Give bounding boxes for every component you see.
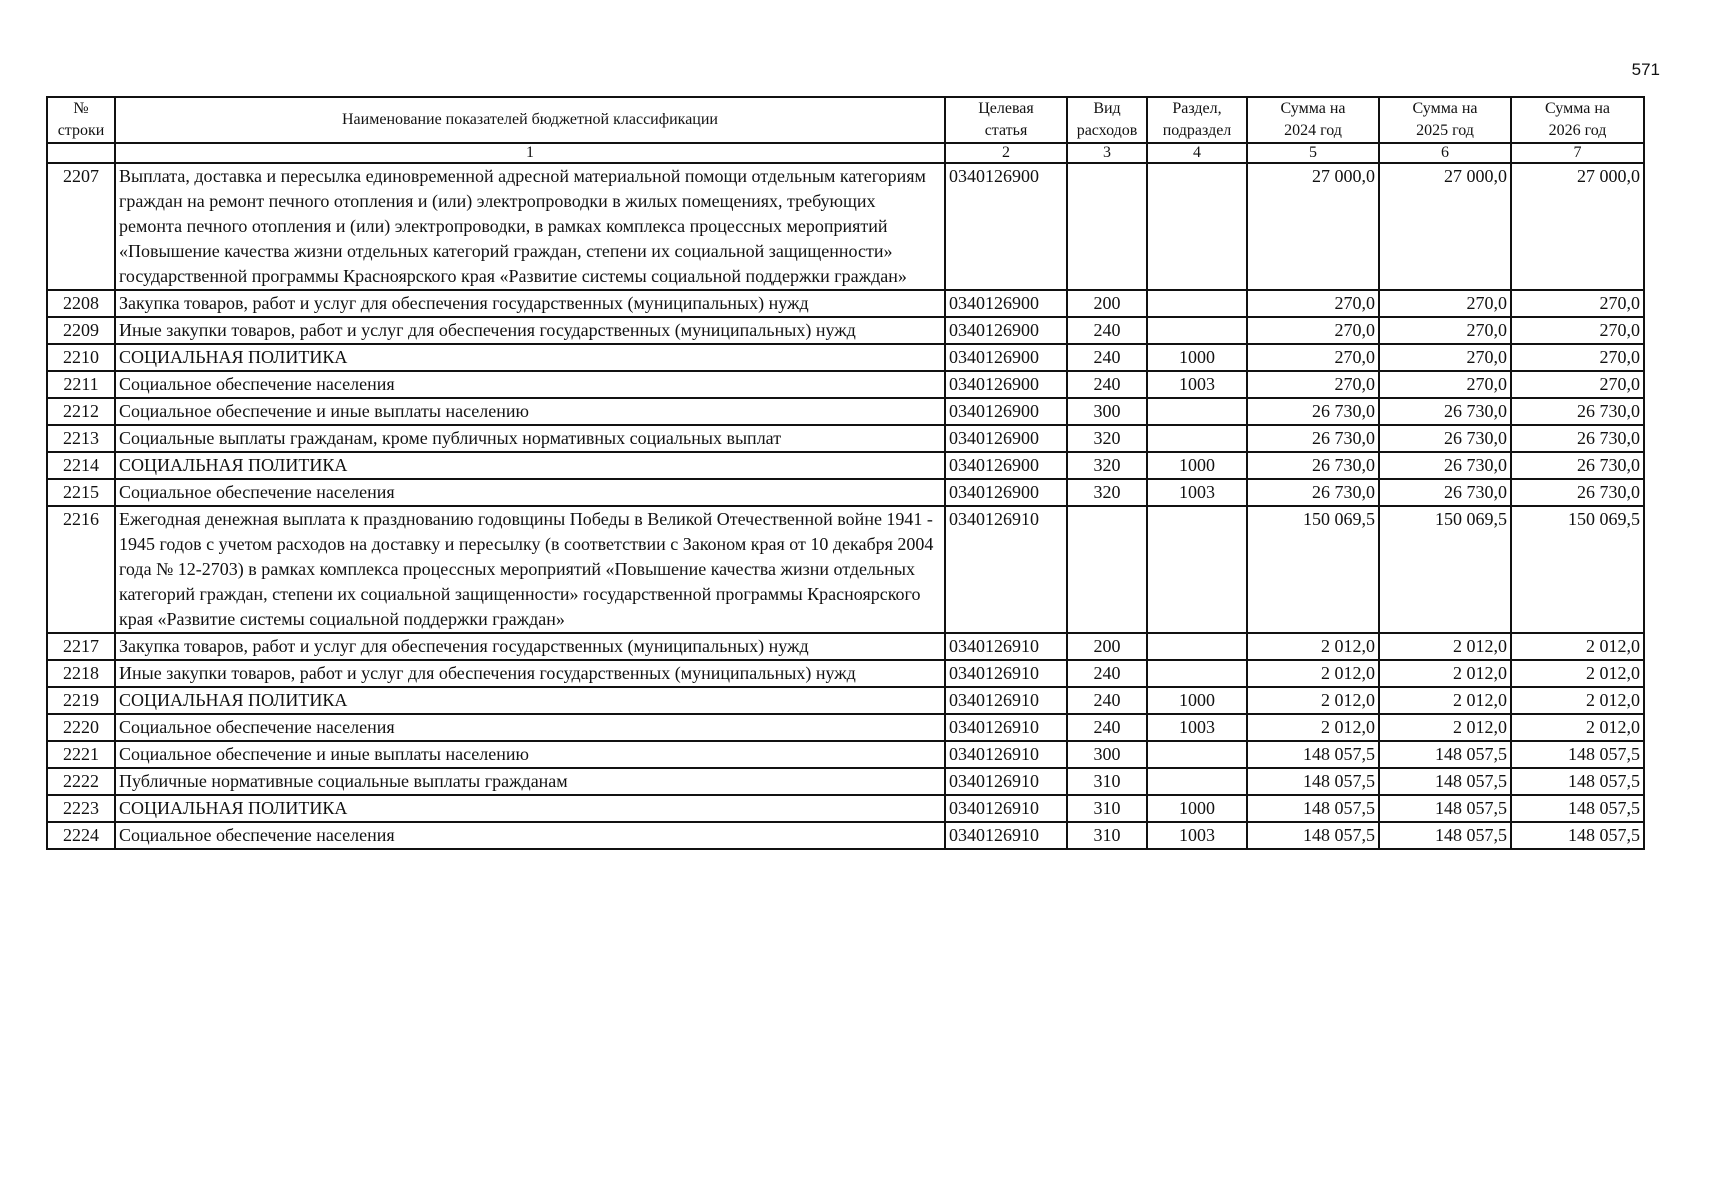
section-cell: 1000 <box>1147 795 1247 822</box>
target-article-cell: 0340126900 <box>945 344 1067 371</box>
expense-kind-cell: 240 <box>1067 714 1147 741</box>
amount-2025-cell: 2 012,0 <box>1379 660 1511 687</box>
section-cell: 1003 <box>1147 822 1247 849</box>
amount-2025-cell: 270,0 <box>1379 344 1511 371</box>
section-cell <box>1147 425 1247 452</box>
row-number-cell: 2220 <box>47 714 115 741</box>
name-cell: Социальное обеспечение населения <box>115 822 945 849</box>
header-sum-2026: Сумма на 2026 год <box>1511 97 1644 143</box>
header-sum-2025: Сумма на 2025 год <box>1379 97 1511 143</box>
row-number-cell: 2218 <box>47 660 115 687</box>
expense-kind-cell: 320 <box>1067 452 1147 479</box>
expense-kind-cell: 240 <box>1067 687 1147 714</box>
section-cell: 1000 <box>1147 344 1247 371</box>
section-cell <box>1147 317 1247 344</box>
section-cell <box>1147 163 1247 290</box>
target-article-cell: 0340126910 <box>945 768 1067 795</box>
expense-kind-cell: 240 <box>1067 660 1147 687</box>
section-cell <box>1147 660 1247 687</box>
amount-2024-cell: 2 012,0 <box>1247 714 1379 741</box>
amount-2024-cell: 270,0 <box>1247 371 1379 398</box>
table-row <box>47 660 1644 687</box>
target-article-cell: 0340126910 <box>945 714 1067 741</box>
table-row <box>47 398 1644 425</box>
section-cell: 1000 <box>1147 452 1247 479</box>
header-name: Наименование показателей бюджетной классификации <box>115 97 945 143</box>
section-cell <box>1147 633 1247 660</box>
name-cell: СОЦИАЛЬНАЯ ПОЛИТИКА <box>115 795 945 822</box>
row-number-cell: 2219 <box>47 687 115 714</box>
table-row <box>47 714 1644 741</box>
column-number: 1 <box>115 143 945 163</box>
column-number: 5 <box>1247 143 1379 163</box>
section-cell <box>1147 768 1247 795</box>
target-article-cell: 0340126900 <box>945 317 1067 344</box>
page-number: 571 <box>1631 60 1660 79</box>
row-number-cell: 2222 <box>47 768 115 795</box>
header-target: Целевая статья <box>945 97 1067 143</box>
table-row <box>47 317 1644 344</box>
row-number-cell: 2217 <box>47 633 115 660</box>
column-number: 6 <box>1379 143 1511 163</box>
row-number-cell: 2209 <box>47 317 115 344</box>
section-cell: 1003 <box>1147 714 1247 741</box>
amount-2024-cell: 2 012,0 <box>1247 687 1379 714</box>
amount-2024-cell: 270,0 <box>1247 344 1379 371</box>
column-number: 7 <box>1511 143 1644 163</box>
table-row <box>47 452 1644 479</box>
row-number-cell: 2214 <box>47 452 115 479</box>
amount-2026-cell: 270,0 <box>1511 317 1644 344</box>
section-cell: 1000 <box>1147 687 1247 714</box>
row-number-cell: 2210 <box>47 344 115 371</box>
amount-2025-cell: 270,0 <box>1379 290 1511 317</box>
name-cell: Закупка товаров, работ и услуг для обеспечения государственных (муниципальных) нужд <box>115 633 945 660</box>
target-article-cell: 0340126910 <box>945 506 1067 633</box>
amount-2025-cell: 26 730,0 <box>1379 452 1511 479</box>
target-article-cell: 0340126910 <box>945 633 1067 660</box>
amount-2025-cell: 26 730,0 <box>1379 425 1511 452</box>
target-article-cell: 0340126910 <box>945 687 1067 714</box>
table-row <box>47 768 1644 795</box>
row-number-cell: 2213 <box>47 425 115 452</box>
expense-kind-cell: 240 <box>1067 317 1147 344</box>
expense-kind-cell: 300 <box>1067 741 1147 768</box>
name-cell: Иные закупки товаров, работ и услуг для обеспечения государственных (муниципальных) нужд <box>115 317 945 344</box>
target-article-cell: 0340126910 <box>945 741 1067 768</box>
target-article-cell: 0340126900 <box>945 479 1067 506</box>
name-cell: Социальное обеспечение и иные выплаты населению <box>115 741 945 768</box>
name-cell: Публичные нормативные социальные выплаты гражданам <box>115 768 945 795</box>
amount-2026-cell: 27 000,0 <box>1511 163 1644 290</box>
amount-2025-cell: 270,0 <box>1379 371 1511 398</box>
amount-2025-cell: 150 069,5 <box>1379 506 1511 633</box>
table-row <box>47 371 1644 398</box>
header-row <box>47 97 1644 143</box>
name-cell: Социальное обеспечение населения <box>115 371 945 398</box>
amount-2026-cell: 26 730,0 <box>1511 398 1644 425</box>
column-numbers-row <box>47 143 1644 163</box>
table-row <box>47 687 1644 714</box>
section-cell <box>1147 741 1247 768</box>
row-number-cell: 2211 <box>47 371 115 398</box>
amount-2024-cell: 148 057,5 <box>1247 822 1379 849</box>
column-number <box>47 143 115 163</box>
amount-2026-cell: 148 057,5 <box>1511 795 1644 822</box>
amount-2025-cell: 2 012,0 <box>1379 714 1511 741</box>
amount-2024-cell: 26 730,0 <box>1247 479 1379 506</box>
amount-2024-cell: 2 012,0 <box>1247 660 1379 687</box>
amount-2025-cell: 26 730,0 <box>1379 479 1511 506</box>
target-article-cell: 0340126910 <box>945 660 1067 687</box>
amount-2025-cell: 148 057,5 <box>1379 768 1511 795</box>
expense-kind-cell: 200 <box>1067 290 1147 317</box>
expense-kind-cell <box>1067 506 1147 633</box>
name-cell: Иные закупки товаров, работ и услуг для обеспечения государственных (муниципальных) нужд <box>115 660 945 687</box>
table-row <box>47 506 1644 633</box>
section-cell <box>1147 398 1247 425</box>
amount-2024-cell: 27 000,0 <box>1247 163 1379 290</box>
name-cell: Выплата, доставка и пересылка единовременной адресной материальной помощи отдельным категориям граждан на ремонт печного отопления и (или) электропроводки в жилых помещениях, требующих ремонта печного отопления и (или) электропроводки, в рамках комплекса процессных мероприятий «Повышение качества жизни отдельных категорий граждан, степени их социальной защищенности» государственной программы Красноярского края «Развитие системы социальной поддержки граждан» <box>115 163 945 290</box>
amount-2026-cell: 2 012,0 <box>1511 633 1644 660</box>
expense-kind-cell: 240 <box>1067 344 1147 371</box>
expense-kind-cell: 200 <box>1067 633 1147 660</box>
amount-2026-cell: 148 057,5 <box>1511 822 1644 849</box>
row-number-cell: 2216 <box>47 506 115 633</box>
expense-kind-cell: 300 <box>1067 398 1147 425</box>
row-number-cell: 2215 <box>47 479 115 506</box>
section-cell: 1003 <box>1147 371 1247 398</box>
amount-2026-cell: 270,0 <box>1511 371 1644 398</box>
target-article-cell: 0340126900 <box>945 290 1067 317</box>
table-body <box>47 163 1644 849</box>
header-kind: Вид расходов <box>1067 97 1147 143</box>
name-cell: СОЦИАЛЬНАЯ ПОЛИТИКА <box>115 687 945 714</box>
amount-2026-cell: 270,0 <box>1511 344 1644 371</box>
amount-2025-cell: 27 000,0 <box>1379 163 1511 290</box>
row-number-cell: 2224 <box>47 822 115 849</box>
row-number-cell: 2208 <box>47 290 115 317</box>
section-cell <box>1147 506 1247 633</box>
table-row <box>47 633 1644 660</box>
table-row <box>47 290 1644 317</box>
amount-2024-cell: 148 057,5 <box>1247 768 1379 795</box>
name-cell: СОЦИАЛЬНАЯ ПОЛИТИКА <box>115 344 945 371</box>
amount-2025-cell: 2 012,0 <box>1379 633 1511 660</box>
amount-2025-cell: 148 057,5 <box>1379 741 1511 768</box>
row-number-cell: 2207 <box>47 163 115 290</box>
table-row <box>47 822 1644 849</box>
section-cell <box>1147 290 1247 317</box>
expense-kind-cell: 310 <box>1067 795 1147 822</box>
amount-2026-cell: 150 069,5 <box>1511 506 1644 633</box>
amount-2026-cell: 270,0 <box>1511 290 1644 317</box>
amount-2026-cell: 26 730,0 <box>1511 425 1644 452</box>
amount-2024-cell: 270,0 <box>1247 317 1379 344</box>
column-number: 4 <box>1147 143 1247 163</box>
amount-2026-cell: 2 012,0 <box>1511 687 1644 714</box>
amount-2024-cell: 148 057,5 <box>1247 795 1379 822</box>
name-cell: Социальное обеспечение и иные выплаты населению <box>115 398 945 425</box>
target-article-cell: 0340126900 <box>945 398 1067 425</box>
amount-2024-cell: 2 012,0 <box>1247 633 1379 660</box>
row-number-cell: 2221 <box>47 741 115 768</box>
table-row <box>47 741 1644 768</box>
expense-kind-cell <box>1067 163 1147 290</box>
target-article-cell: 0340126900 <box>945 371 1067 398</box>
amount-2025-cell: 148 057,5 <box>1379 795 1511 822</box>
table-row <box>47 479 1644 506</box>
section-cell: 1003 <box>1147 479 1247 506</box>
expense-kind-cell: 320 <box>1067 479 1147 506</box>
target-article-cell: 0340126910 <box>945 822 1067 849</box>
amount-2025-cell: 2 012,0 <box>1379 687 1511 714</box>
amount-2026-cell: 2 012,0 <box>1511 660 1644 687</box>
expense-kind-cell: 240 <box>1067 371 1147 398</box>
table-row <box>47 163 1644 290</box>
table-row <box>47 425 1644 452</box>
amount-2026-cell: 26 730,0 <box>1511 479 1644 506</box>
amount-2025-cell: 148 057,5 <box>1379 822 1511 849</box>
header-section: Раздел, подраздел <box>1147 97 1247 143</box>
amount-2024-cell: 148 057,5 <box>1247 741 1379 768</box>
target-article-cell: 0340126900 <box>945 425 1067 452</box>
name-cell: Социальное обеспечение населения <box>115 714 945 741</box>
amount-2025-cell: 270,0 <box>1379 317 1511 344</box>
amount-2024-cell: 150 069,5 <box>1247 506 1379 633</box>
amount-2024-cell: 26 730,0 <box>1247 452 1379 479</box>
amount-2025-cell: 26 730,0 <box>1379 398 1511 425</box>
row-number-cell: 2212 <box>47 398 115 425</box>
name-cell: СОЦИАЛЬНАЯ ПОЛИТИКА <box>115 452 945 479</box>
name-cell: Закупка товаров, работ и услуг для обеспечения государственных (муниципальных) нужд <box>115 290 945 317</box>
column-number: 3 <box>1067 143 1147 163</box>
table-row <box>47 344 1644 371</box>
target-article-cell: 0340126900 <box>945 452 1067 479</box>
expense-kind-cell: 320 <box>1067 425 1147 452</box>
name-cell: Социальное обеспечение населения <box>115 479 945 506</box>
amount-2024-cell: 26 730,0 <box>1247 398 1379 425</box>
amount-2024-cell: 26 730,0 <box>1247 425 1379 452</box>
expense-kind-cell: 310 <box>1067 822 1147 849</box>
target-article-cell: 0340126900 <box>945 163 1067 290</box>
column-number: 2 <box>945 143 1067 163</box>
name-cell: Ежегодная денежная выплата к празднованию годовщины Победы в Великой Отечественной войне 1941 - 1945 годов с учетом расходов на доставку и пересылку (в соответствии с Законом края от 10 декабря 2004 года № 12-2703) в рамках комплекса процессных мероприятий «Повышение качества жизни отдельных категорий граждан, степени их социальной защищенности» государственной программы Красноярского края «Развитие системы социальной поддержки граждан» <box>115 506 945 633</box>
amount-2026-cell: 148 057,5 <box>1511 741 1644 768</box>
header-row-no: № строки <box>47 97 115 143</box>
table-row <box>47 795 1644 822</box>
budget-table <box>46 96 1645 850</box>
amount-2026-cell: 148 057,5 <box>1511 768 1644 795</box>
amount-2026-cell: 26 730,0 <box>1511 452 1644 479</box>
target-article-cell: 0340126910 <box>945 795 1067 822</box>
amount-2024-cell: 270,0 <box>1247 290 1379 317</box>
header-sum-2024: Сумма на 2024 год <box>1247 97 1379 143</box>
amount-2026-cell: 2 012,0 <box>1511 714 1644 741</box>
name-cell: Социальные выплаты гражданам, кроме публичных нормативных социальных выплат <box>115 425 945 452</box>
row-number-cell: 2223 <box>47 795 115 822</box>
expense-kind-cell: 310 <box>1067 768 1147 795</box>
